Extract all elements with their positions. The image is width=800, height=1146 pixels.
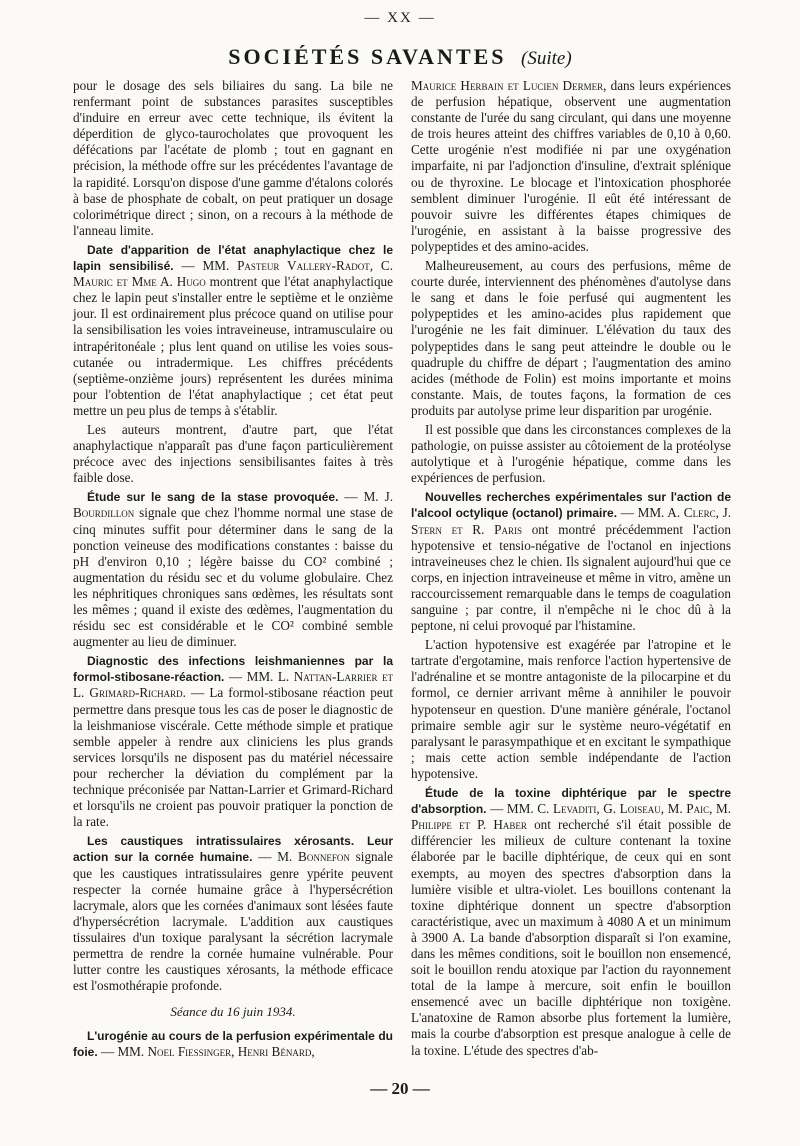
article-entry bbox=[73, 489, 393, 650]
left-column bbox=[73, 78, 393, 1064]
article-text: ont montré précédemment l'action hypotensive et tensio-négative de l'octanol en injections intraveineuses chez le chien. Ils signalent aujourd'hui que ce corps, en injection intraveineuse et même in vitro, amène un raccourcissement remarquable dans le temps de coagulation sanguine ; par contre, il n'empêche ni le choc dû à la peptone, ni celui provoqué par l'histamine. bbox=[411, 521, 731, 634]
article-text: signale que les caustiques intratissulaires genre ypérite peuvent respecter la cornée humaine grâce à l'hypersécrétion lacrymale, alors que les cornées d'animaux sont lésées faute d'hypersécrétion lacrymale. L'addition aux caustiques tissulaires d'un toxique paralysant la sécrétion lacrymale permettra de rendre la cornée humaine vulnérable. Pour lutter contre les caustiques xérosants, la méthode efficace est l'osmothérapie profonde. bbox=[73, 849, 394, 994]
section-title: SOCIÉTÉS SAVANTES bbox=[228, 44, 507, 69]
article-title: Étude sur le sang de la stase provoquée. bbox=[87, 490, 339, 505]
article-authors: — MM. A. Clerc, J. Stern et R. Paris bbox=[411, 505, 732, 537]
roman-page-number: — XX — bbox=[364, 10, 436, 26]
article-entry bbox=[73, 653, 393, 830]
article-authors: — MM. C. Levaditi, G. Loiseau, M. Paic, M. Philippe et P. Haber bbox=[411, 801, 732, 833]
article-entry bbox=[73, 242, 393, 419]
article-authors: — MM. Pasteur Vallery-Radot, C. Mauric et Mme A. Hugo bbox=[73, 258, 393, 290]
section-suite: (Suite) bbox=[521, 48, 572, 69]
article-entry bbox=[411, 78, 731, 255]
article-entry bbox=[411, 489, 731, 634]
article-title: L'urogénie au cours de la perfusion expérimentale du foie. bbox=[73, 1029, 393, 1060]
article-title: Date d'apparition de l'état anaphylactique chez le lapin sensibilisé. bbox=[73, 242, 393, 274]
article-entry bbox=[73, 833, 393, 994]
article-text: — La formol-stibosane réaction peut permettre dans presque tous les cas de poser le diagnostic de la leishmaniose viscérale. Cette méthode simple et pratique semble appeler à rendre aux cliniciens les plus grands services lorsqu'ils ne disposent pas du matériel nécessaire pour rechercher la déviation du complément par la technique préconisée par Nattan-Larrier et Grimard-Richard et lorsqu'ils ne croient pas pouvoir pratiquer la ponction de la rate. bbox=[73, 685, 394, 830]
paragraph: Les auteurs montrent, d'autre part, que l'état anaphylactique n'apparaît pas d'une façon particulièrement précoce avec des injections sensibilisantes faites à très faible dose. bbox=[73, 421, 393, 486]
paragraph: L'action hypotensive est exagérée par l'atropine et le tartrate d'ergotamine, mais renforce l'action hypertensive de l'adrénaline et se montre antagoniste de la pilocarpine et du formol, ce dernier arrivant même à annihiler le pouvoir hypotenseur en question. D'une manière générale, l'octanol primaire semble agir sur le système neuro-végétatif en paralysant le parasympathique et en excitant le sympathique ; mais cette action semble indépendante de l'action hypotensive. bbox=[411, 637, 731, 781]
section-header bbox=[0, 44, 800, 70]
session-date: Séance du 16 juin 1934. bbox=[170, 1004, 296, 1020]
article-entry bbox=[411, 785, 731, 1059]
article-authors: — MM. L. Nattan-Larrier et L. Grimard-Richard. bbox=[73, 669, 393, 701]
article-title: Diagnostic des infections leishmaniennes par la formol-stibosane-réaction. bbox=[73, 654, 393, 685]
article-text: dans leurs expériences de perfusion hépatique, observent une augmentation constante de l'urée du sang circulant, qui dans une moyenne de trois heures atteint des chiffres variables de 0,10 à 0,60. Cette urogénie n'est modifiée ni par une oxygénation imparfaite, ni par l'adjonction d'insuline, d'extrait splénique ou de thyroxine. Le blocage et l'intoxication phosphorée semblent diminuer l'urogénie. Il eût été intéressant de pouvoir suivre les différentes étapes chimiques de l'urogénie, en assistant à la baisse progressive des polypeptides et des amino-acides. bbox=[411, 78, 732, 254]
article-text: montrent que l'état anaphylactique chez le lapin peut s'installer entre le septième et le onzième jour. Il est ordinairement plus précoce quand on utilise pour la sensibilisation les voies intraveineuse, intramusculaire ou intrapéritonéale ; plus lent quand on utilise les voies sous-cutanée ou intradermique. Les chiffres précédents (septième-onzième jours) représentent les durées minima pour l'obtention de l'état anaphylactique ; cet état peut mettre un peu plus de temps à s'établir. bbox=[73, 274, 393, 418]
article-title: Étude de la toxine diphtérique par le spectre d'absorption. bbox=[411, 786, 731, 817]
article-authors: — M. J. Bourdillon bbox=[73, 489, 393, 521]
article-entry bbox=[73, 1028, 393, 1060]
article-authors: — M. Bonnefon bbox=[258, 849, 350, 865]
paragraph: Malheureusement, au cours des perfusions, même de courte durée, interviennent des phénomènes d'autolyse dans le sang et dans le foie perfusé qui augmentent les polypeptides et les amino-acides plus rapidement que l'urogénie ne les fait diminuer. L'élévation du taux des polypeptides dans le sang peut atteindre le double ou le quadruple du chiffre de départ ; l'augmentation des amino acides (méthode de Folin) est moins importante et moins constante. Mais, de toutes façons, la formation de ces produits par autolyse prime leur disparition par urogénie. bbox=[411, 258, 731, 418]
article-text: signale que chez l'homme normal une stase de cinq minutes suffit pour déterminer dans le sang de la ponction veineuse des modifications constantes : baisse du pH d'environ 0,10 ; légère baisse du CO² combiné ; augmentation du résidu sec et du volume globulaire. Chez les néphritiques chroniques sans œdèmes, les résultats sont les mêmes ; quand il existe des œdèmes, l'augmentation du résidu sec est considérable et le CO² combiné semble augmenter au lieu de diminuer. bbox=[73, 505, 394, 650]
paragraph: Il est possible que dans les circonstances complexes de la pathologie, on puisse assister au côtoiement de la protéolyse autolytique et à l'urogénie hépatique, comme dans les expériences de perfusion. bbox=[411, 421, 731, 486]
article-text: ont recherché s'il était possible de différencier les milieux de culture contenant la toxine élaborée par le bacille diphtérique, de ceux qui en sont exempts, au moyen des spectres d'absorption dans la lumière visible et ultra-violet. Les bouillons contenant la toxine diphtérique donnent un spectre d'absorption caractéristique, avec un maximum à 4080 A et un minimum à 3900 A. La bande d'absorption disparaît si l'on examine, dans les mêmes conditions, soit le bouillon non ensemencé, soit le bouillon rendu atoxique par l'action du rayonnement total de la lampe à mercure, soit enfin le bouillon ensemencé avec un bacille diphtérique non toxigène. L'anatoxine de Ramon absorbe plus fortement la lumière, mais la courbe d'absorption est presque analogue à celle de la toxine. L'étude des spectres d'ab- bbox=[411, 817, 732, 1058]
right-column bbox=[411, 78, 731, 1062]
article-authors: Maurice Herbain et Lucien Dermer, bbox=[411, 78, 607, 93]
article-title: Les caustiques intratissulaires xérosants. Leur action sur la cornée humaine. bbox=[73, 834, 393, 865]
page-number: — 20 — bbox=[370, 1079, 430, 1098]
article-title: Nouvelles recherches expérimentales sur l'action de l'alcool octylique (octanol) primaire. bbox=[411, 490, 731, 521]
article-authors: — MM. Noel Fiessinger, Henri Bénard, bbox=[100, 1044, 315, 1060]
paragraph: pour le dosage des sels biliaires du sang. La bile ne renfermant point de substances parasites susceptibles d'induire en erreur avec cette technique, ils évitent la déperdition de glyco-taurocholates que provoquent les défécations par l'acétate de plomb ; tout en gagnant en précision, la méthode offre sur les précédentes l'avantage de la rapidité. Lorsqu'on dispose d'une gamme d'étalons colorés à base de phosphate de cobalt, on peut pratiquer un dosage colorimétrique direct ; sinon, on a recours à la méthode de l'anneau limite. bbox=[73, 78, 393, 238]
